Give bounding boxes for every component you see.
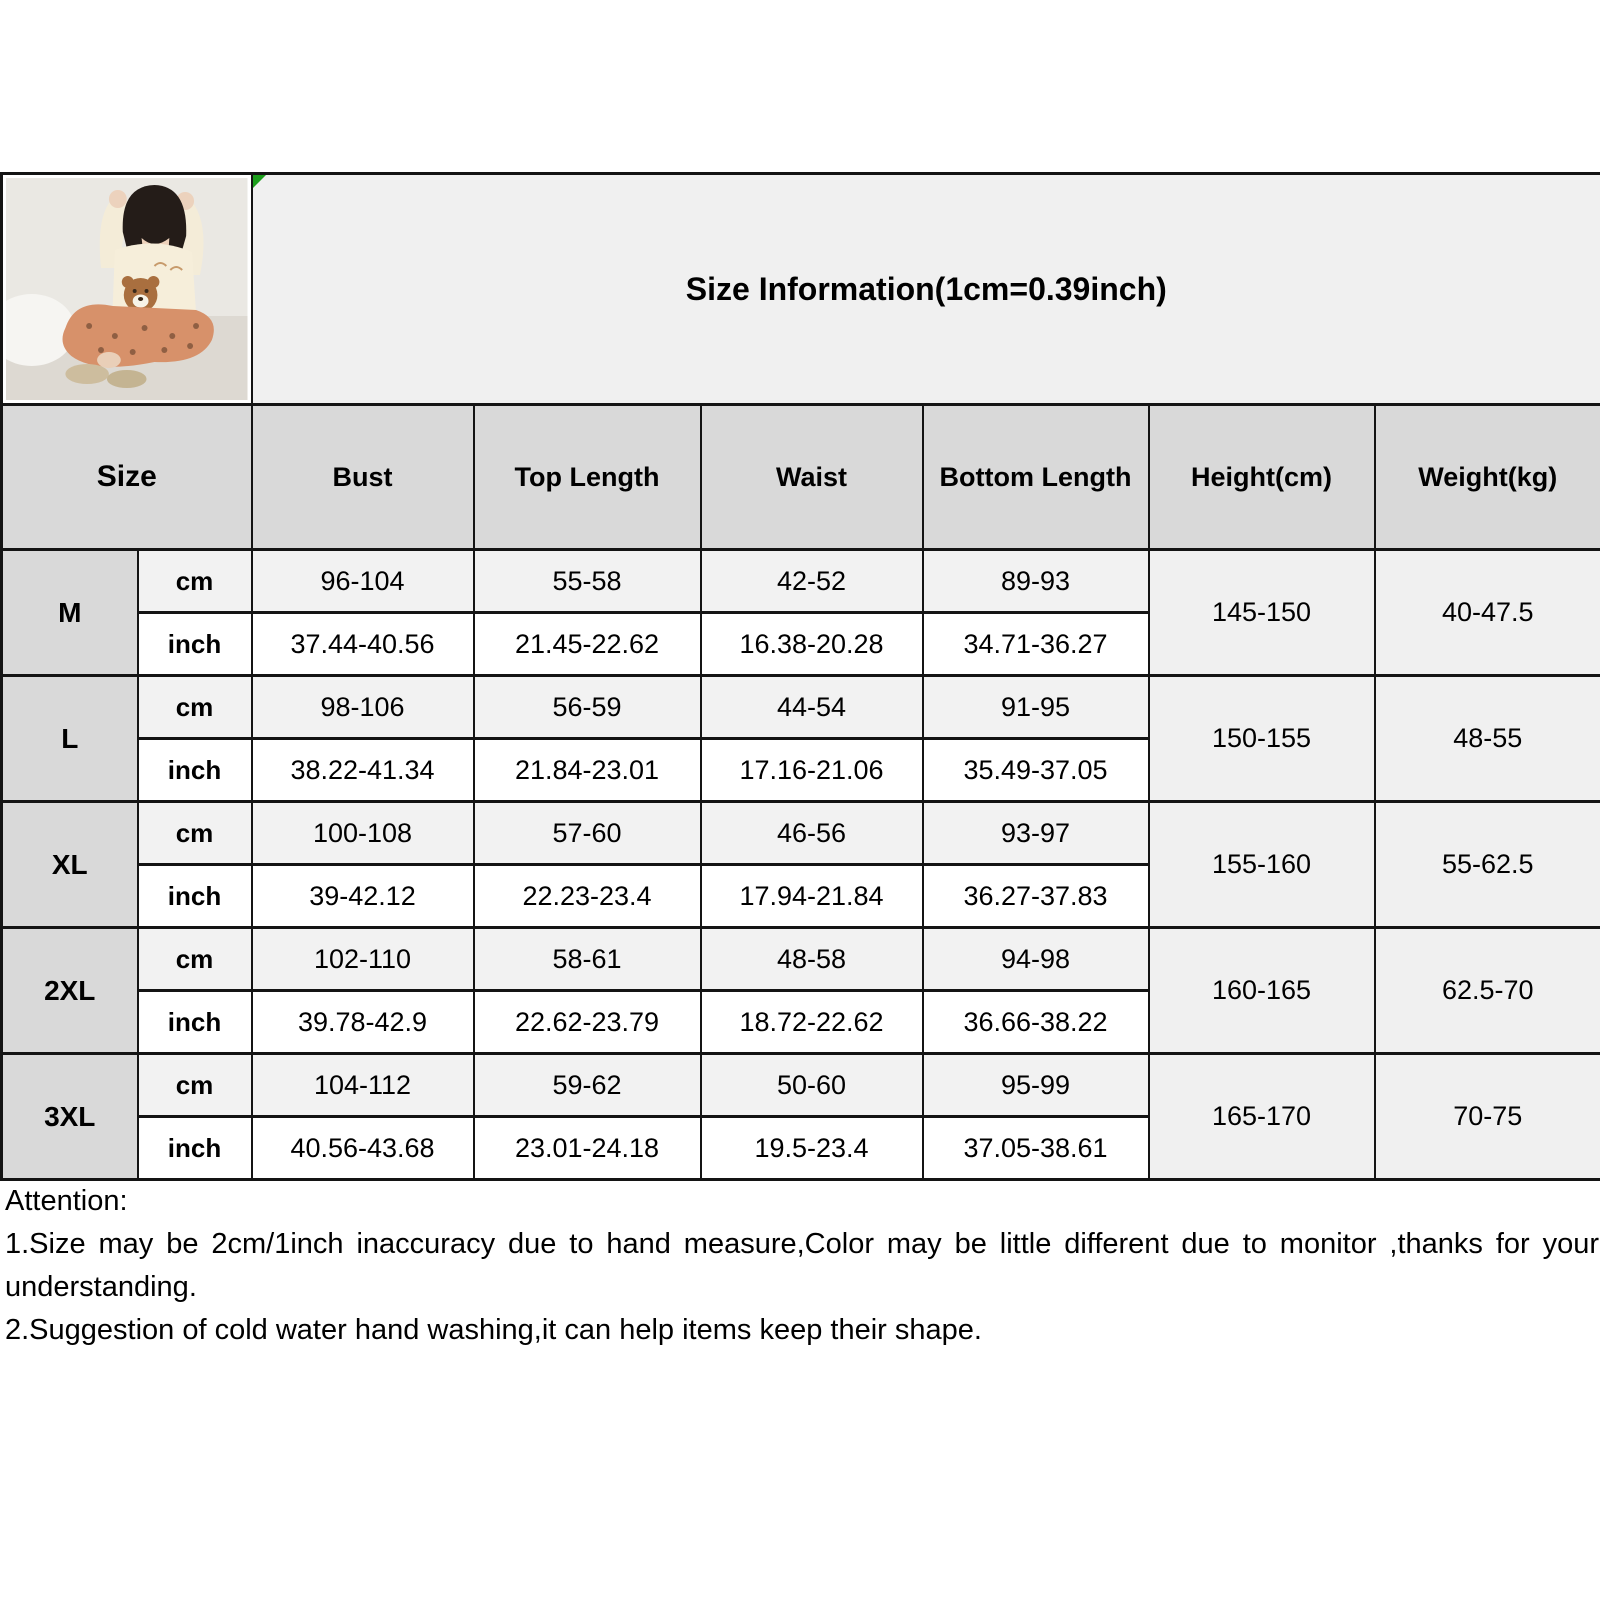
table-header-row [2, 405, 1600, 550]
bust-inch-cell: 39-42.12 [252, 865, 474, 928]
top-length-inch-cell: 22.23-23.4 [474, 865, 701, 928]
product-photo-cell [2, 174, 252, 405]
unit-label: inch [138, 739, 252, 802]
title-cell [252, 174, 1600, 405]
height-cell: 150-155 [1149, 676, 1375, 802]
height-cell: 155-160 [1149, 802, 1375, 928]
unit-label: inch [138, 865, 252, 928]
unit-label: cm [138, 928, 252, 991]
unit-label: inch [138, 1117, 252, 1180]
weight-cell: 70-75 [1375, 1054, 1600, 1180]
weight-cell: 55-62.5 [1375, 802, 1600, 928]
bust-cm-cell: 96-104 [252, 550, 474, 613]
attention-item-2: 2.Suggestion of cold water hand washing,it can help items keep their shape. [5, 1314, 982, 1346]
col-header-bottom-length: Bottom Length [923, 405, 1149, 550]
bust-cm-cell: 98-106 [252, 676, 474, 739]
bust-inch-cell: 37.44-40.56 [252, 613, 474, 676]
bottom-length-inch-cell: 36.27-37.83 [923, 865, 1149, 928]
top-length-cm-cell: 58-61 [474, 928, 701, 991]
bottom-length-inch-cell: 34.71-36.27 [923, 613, 1149, 676]
attention-heading: Attention: [5, 1185, 128, 1217]
bottom-length-cm-cell: 95-99 [923, 1054, 1149, 1117]
page-title: Size Information(1cm=0.39inch) [685, 270, 1167, 307]
attention-item-1: 1.Size may be 2cm/1inch inaccuracy due to hand measure,Color may be little different due to monitor ,thanks for your understanding. [5, 1228, 1599, 1303]
top-length-inch-cell: 21.45-22.62 [474, 613, 701, 676]
table-row [2, 928, 1600, 991]
unit-label: cm [138, 550, 252, 613]
col-header-waist: Waist [701, 405, 923, 550]
col-header-weight: Weight(kg) [1375, 405, 1600, 550]
bust-inch-cell: 39.78-42.9 [252, 991, 474, 1054]
top-length-inch-cell: 21.84-23.01 [474, 739, 701, 802]
unit-label: inch [138, 613, 252, 676]
title-band-row [2, 174, 1600, 405]
weight-cell: 40-47.5 [1375, 550, 1600, 676]
waist-inch-cell: 17.94-21.84 [701, 865, 923, 928]
waist-cm-cell: 44-54 [701, 676, 923, 739]
size-label: 2XL [2, 928, 138, 1054]
bust-cm-cell: 104-112 [252, 1054, 474, 1117]
unit-label: cm [138, 676, 252, 739]
table-row [2, 1054, 1600, 1117]
comment-marker-icon [253, 175, 266, 188]
bottom-length-cm-cell: 94-98 [923, 928, 1149, 991]
attention-note [0, 1180, 1599, 1352]
unit-label: cm [138, 802, 252, 865]
height-cell: 145-150 [1149, 550, 1375, 676]
waist-cm-cell: 42-52 [701, 550, 923, 613]
waist-inch-cell: 18.72-22.62 [701, 991, 923, 1054]
size-label: M [2, 550, 138, 676]
col-header-top-length: Top Length [474, 405, 701, 550]
top-length-inch-cell: 22.62-23.79 [474, 991, 701, 1054]
waist-inch-cell: 19.5-23.4 [701, 1117, 923, 1180]
size-label: XL [2, 802, 138, 928]
top-length-cm-cell: 56-59 [474, 676, 701, 739]
bottom-length-cm-cell: 89-93 [923, 550, 1149, 613]
col-header-bust: Bust [252, 405, 474, 550]
top-length-cm-cell: 57-60 [474, 802, 701, 865]
waist-cm-cell: 50-60 [701, 1054, 923, 1117]
unit-label: cm [138, 1054, 252, 1117]
bottom-length-cm-cell: 93-97 [923, 802, 1149, 865]
weight-cell: 48-55 [1375, 676, 1600, 802]
bottom-length-cm-cell: 91-95 [923, 676, 1149, 739]
col-header-height: Height(cm) [1149, 405, 1375, 550]
bust-inch-cell: 40.56-43.68 [252, 1117, 474, 1180]
table-row [2, 802, 1600, 865]
bottom-length-inch-cell: 37.05-38.61 [923, 1117, 1149, 1180]
waist-cm-cell: 46-56 [701, 802, 923, 865]
product-photo [6, 178, 248, 400]
top-length-cm-cell: 55-58 [474, 550, 701, 613]
waist-inch-cell: 17.16-21.06 [701, 739, 923, 802]
size-table [0, 172, 1600, 1181]
waist-cm-cell: 48-58 [701, 928, 923, 991]
size-label: 3XL [2, 1054, 138, 1180]
bust-cm-cell: 102-110 [252, 928, 474, 991]
bottom-length-inch-cell: 36.66-38.22 [923, 991, 1149, 1054]
bust-cm-cell: 100-108 [252, 802, 474, 865]
bust-inch-cell: 38.22-41.34 [252, 739, 474, 802]
size-label: L [2, 676, 138, 802]
weight-cell: 62.5-70 [1375, 928, 1600, 1054]
waist-inch-cell: 16.38-20.28 [701, 613, 923, 676]
top-length-cm-cell: 59-62 [474, 1054, 701, 1117]
col-header-size: Size [2, 405, 252, 550]
unit-label: inch [138, 991, 252, 1054]
height-cell: 160-165 [1149, 928, 1375, 1054]
table-row [2, 550, 1600, 613]
table-row [2, 676, 1600, 739]
height-cell: 165-170 [1149, 1054, 1375, 1180]
bottom-length-inch-cell: 35.49-37.05 [923, 739, 1149, 802]
top-length-inch-cell: 23.01-24.18 [474, 1117, 701, 1180]
